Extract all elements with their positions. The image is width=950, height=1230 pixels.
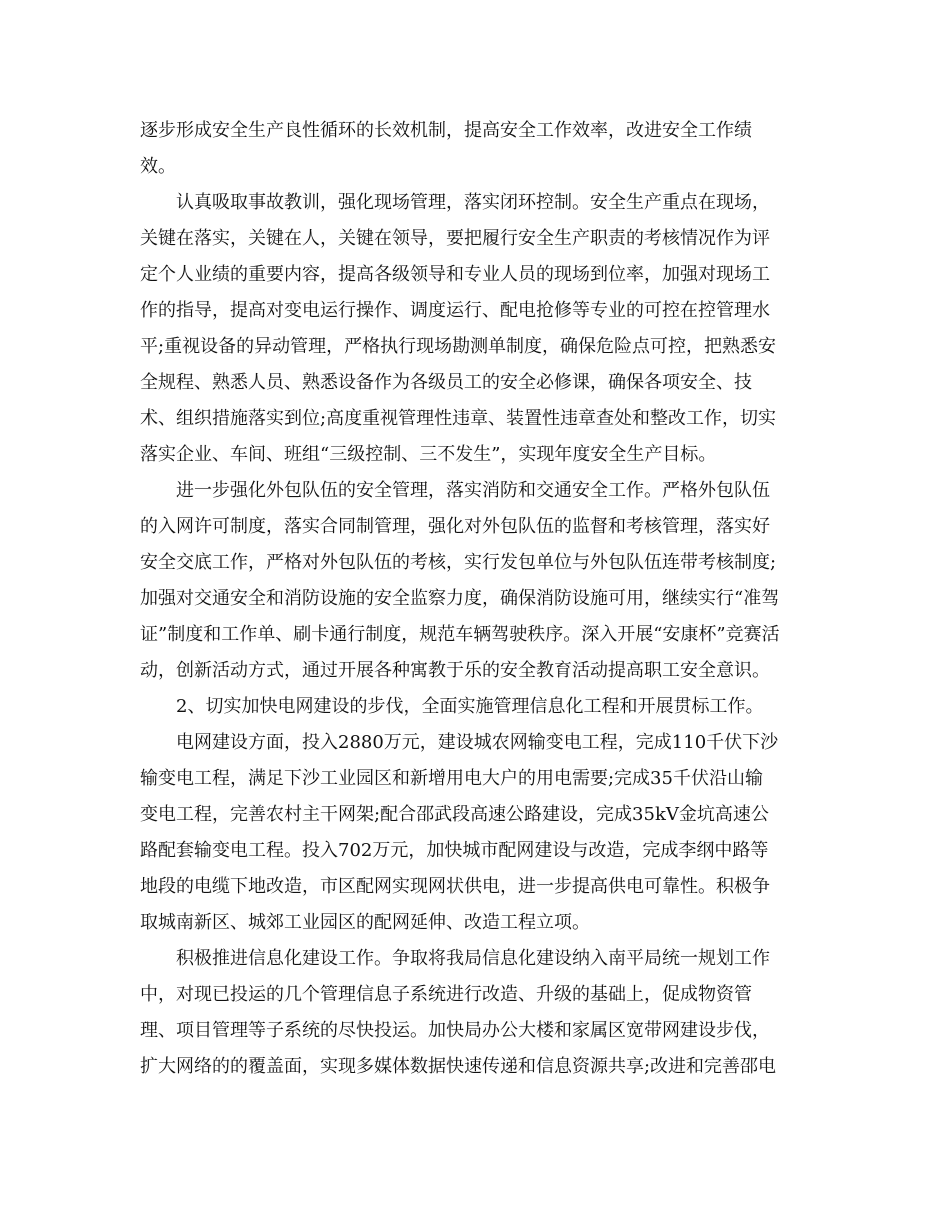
paragraph-start-line: 进一步强化外包队伍的安全管理，落实消防和交通安全工作。严格外包队伍 [176, 480, 770, 501]
text-line: 作的指导，提高对变电运行操作、调度运行、配电抢修等专业的可控在控管理水 [140, 300, 770, 321]
text-line: 扩大网络的的覆盖面，实现多媒体数据快速传递和信息资源共享;改进和完善邵电 [140, 1056, 777, 1077]
paragraph-start-line: 认真吸取事故教训，强化现场管理，落实闭环控制。安全生产重点在现场， [176, 192, 770, 213]
text-line: 的入网许可制度，落实合同制管理，强化对外包队伍的监督和考核管理，落实好 [140, 516, 770, 537]
text-line: 中，对现已投运的几个管理信息子系统进行改造、升级的基础上，促成物资管 [140, 984, 752, 1005]
text-line: 证”制度和工作单、刷卡通行制度，规范车辆驾驶秩序。深入开展“安康杯”竞赛活 [140, 624, 780, 645]
text-line: 理、项目管理等子系统的尽快投运。加快局办公大楼和家属区宽带网建设步伐， [140, 1020, 770, 1041]
text-line: 动，创新活动方式，通过开展各种寓教于乐的安全教育活动提高职工安全意识。 [140, 660, 770, 681]
text-line: 地段的电缆下地改造，市区配网实现网状供电，进一步提高供电可靠性。积极争 [140, 876, 770, 897]
paragraph-start-line: 积极推进信息化建设工作。争取将我局信息化建设纳入南平局统一规划工作 [176, 948, 770, 969]
text-line: 术、组织措施落实到位;高度重视管理性违章、装置性违章查处和整改工作，切实 [140, 408, 777, 429]
text-line: 路配套输变电工程。投入702万元，加快城市配网建设与改造，完成李纲中路等 [140, 840, 769, 861]
text-line: 关键在落实，关键在人，关键在领导，要把履行安全生产职责的考核情况作为评 [140, 228, 770, 249]
text-line: 变电工程，完善农村主干网架;配合邵武段高速公路建设，完成35kV金坑高速公 [140, 804, 769, 825]
text-line: 取城南新区、城郊工业园区的配网延伸、改造工程立项。 [140, 912, 590, 933]
text-line: 平;重视设备的异动管理，严格执行现场勘测单制度，确保危险点可控，把熟悉安 [140, 336, 777, 357]
text-line: 定个人业绩的重要内容，提高各级领导和专业人员的现场到位率，加强对现场工 [140, 264, 770, 285]
text-line: 安全交底工作，严格对外包队伍的考核，实行发包单位与外包队伍连带考核制度; [140, 552, 777, 573]
text-line: 全规程、熟悉人员、熟悉设备作为各级员工的安全必修课，确保各项安全、技 [140, 372, 752, 393]
section-heading: 2、切实加快电网建设的步伐，全面实施管理信息化工程和开展贯标工作。 [176, 696, 764, 717]
text-line: 效。 [140, 156, 176, 177]
text-line: 加强对交通安全和消防设施的安全监察力度，确保消防设施可用，继续实行“准驾 [140, 588, 780, 609]
text-line: 逐步形成安全生产良性循环的长效机制，提高安全工作效率，改进安全工作绩 [140, 120, 752, 141]
text-line: 输变电工程，满足下沙工业园区和新增用电大户的用电需要;完成35千伏沿山输 [140, 768, 763, 789]
paragraph-start-line: 电网建设方面，投入2880万元，建设城农网输变电工程，完成110千伏下沙 [176, 732, 779, 753]
text-line: 落实企业、车间、班组“三级控制、三不发生”，实现年度安全生产目标。 [140, 444, 717, 465]
